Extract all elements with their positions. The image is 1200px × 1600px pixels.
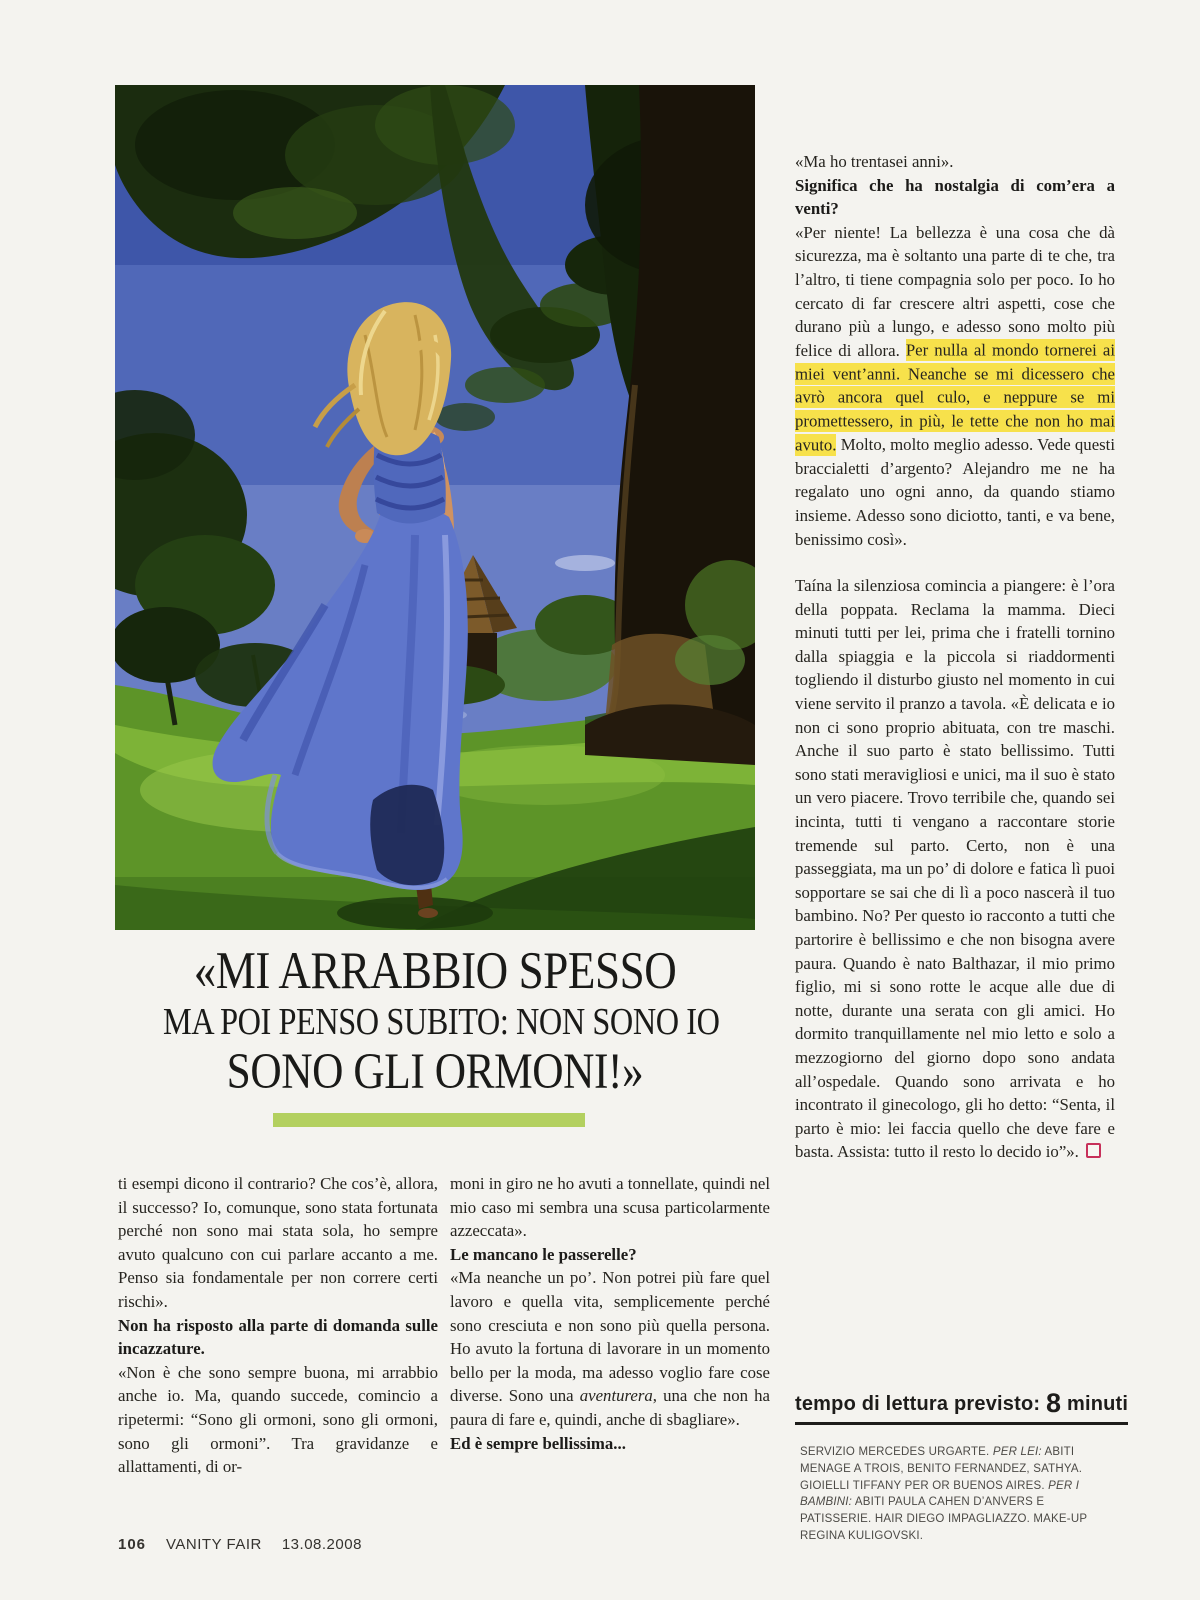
text-segment: PER LEI: — [992, 1446, 1042, 1458]
reading-time — [795, 1388, 1129, 1425]
article-paragraph — [118, 1361, 438, 1479]
article-paragraph — [795, 150, 1115, 174]
interview-question — [795, 174, 1115, 221]
text-segment: «Ma ho trentasei anni». — [795, 152, 954, 171]
text-segment: ti esempi dicono il contrario? Che cos’è, allora, il successo? Io, comunque, sono stata fortunata perché non sono mai stata sola, ho sempre avuto qualcuno con cui parlare accanto a me. Penso sia fondamentale per non correre certi rischi». — [118, 1174, 438, 1311]
article-column-right — [795, 150, 1115, 1164]
article-paragraph — [795, 574, 1115, 1164]
article-paragraph — [450, 1172, 770, 1243]
text-segment: Non ha risposto alla parte di domanda sulle incazzature. — [118, 1315, 438, 1359]
cloud — [555, 555, 615, 571]
article-paragraph — [450, 1266, 770, 1431]
text-segment: aventurera — [579, 1386, 653, 1406]
reading-time-label: tempo di lettura previsto: — [795, 1393, 1041, 1415]
text-segment: ABITI MENAGE A TROIS, BENITO FERNANDEZ, SATHYA. GIOIELLI TIFFANY PER OR BUENOS AIRES. — [800, 1446, 1083, 1492]
pull-quote — [115, 942, 755, 1101]
article-paragraph — [118, 1172, 438, 1314]
accent-bar — [273, 1113, 585, 1127]
text-segment: «Ma neanche un po’. Non potrei più fare quel lavoro e quella vita, semplicemente perché sono cresciuta e non sono più quella persona. Ho avuto la fortuna di lavorare in un momento bello per la moda, ma adesso voglio fare cose diverse. Sono una — [450, 1268, 770, 1406]
highlighted-text: Per nulla al mondo tornerei ai miei vent’anni. Neanche se mi dicessero che avrò ancora quel culo, e neppure se mi promettessero, in più, le tette che non ho mai avuto. — [795, 340, 1115, 455]
reading-time-text — [795, 1388, 1128, 1425]
text-segment: «Per niente! La bellezza è una cosa che dà sicurezza, ma è soltanto una parte di te che, tra l’altro, ti tiene compagnia solo per poco. Io ho cercato di far crescere altri aspetti, cose che durano più a lungo, e adesso sono molto più felice di allora. — [795, 222, 1115, 360]
end-of-article-mark — [1086, 1143, 1101, 1158]
text-segment: ABITI PAULA CAHEN D’ANVERS E PATISSERIE. HAIR DIEGO IMPAGLIAZZO. MAKE-UP REGINA KULIGOVSKI. — [800, 1496, 1087, 1542]
text-segment: moni in giro ne ho avuti a tonnellate, quindi nel mio caso mi sembra una scusa particolarmente azzeccata». — [450, 1174, 770, 1241]
magazine-name: VANITY FAIR — [166, 1536, 262, 1553]
reading-time-unit: minuti — [1066, 1393, 1129, 1415]
credits — [800, 1444, 1114, 1545]
model-shadow — [337, 897, 493, 929]
pull-quote-line-2: MA POI PENSO SUBITO: NON SONO IO — [163, 1001, 720, 1043]
article-paragraph — [795, 221, 1115, 551]
article-column-middle — [450, 1172, 770, 1455]
page-number: 106 — [118, 1536, 147, 1553]
text-segment: , una che non ha paura di fare e, quindi, anche di sbagliare». — [450, 1386, 770, 1429]
fashion-photo — [115, 85, 755, 930]
pull-quote-line-1: «MI ARRABBIO SPESSO — [193, 942, 677, 1000]
pull-quote-line-3: SONO GLI ORMONI!» — [226, 1044, 644, 1100]
page-footer — [118, 1536, 362, 1553]
text-segment: Le mancano le passerelle? — [450, 1244, 637, 1264]
interview-question — [118, 1314, 438, 1361]
article-column-left — [118, 1172, 438, 1479]
issue-date: 13.08.2008 — [281, 1536, 362, 1553]
text-segment: «Non è che sono sempre buona, mi arrabbio anche io. Ma, quando succede, comincio a ripetermi: “Sono gli ormoni, sono gli ormoni, sono gli ormoni”. Tra gravidanze e allattamenti, di or- — [118, 1362, 438, 1477]
text-segment: Significa che ha nostalgia di com’era a venti? — [795, 175, 1115, 219]
interview-question — [450, 1243, 770, 1267]
text-segment: PER I BAMBINI: — [800, 1479, 1080, 1509]
text-segment: Ed è sempre bellissima... — [450, 1433, 626, 1453]
text-segment: Molto, molto meglio adesso. Vede questi braccialetti d’argento? Alejandro me ne ha regalato uno ogni anno, da quando stiamo insieme. Adesso sono diciotto, tanti, e va bene, benissimo così». — [795, 435, 1115, 549]
gown-inner-fold — [370, 785, 444, 885]
text-segment: SERVIZIO MERCEDES URGARTE. — [800, 1446, 993, 1458]
reading-time-value: 8 — [1046, 1388, 1062, 1418]
fashion-photo-illustration — [115, 85, 755, 930]
text-segment: Taína la silenziosa comincia a piangere: è l’ora della poppata. Reclama la mamma. Dieci minuti tutti per lei, prima che i fratelli tornino dalla spiaggia e la piccola si riaddormenti togliendo il disturbo giusto nel momento in cui viene servito il pranzo a tavola. «È delicata e io non ci sono proprio abituata, con tre maschi. Anche il suo parto è stato bellissimo. Tutti sono stati meravigliosi e unici, ma il suo è stato un vero piacere. Trovo terribile che, quando sei incinta, tutti ti vengano a raccontare storie tremende sul parto. Certo, non è una passeggiata, ma un po’ di dolore e fatica lì puoi sopportare se sai che di lì a poco nascerà il tuo bambino. No? Per questo io racconto a tutti che partorire è bellissimo e che non bisogna avere paura. Quando è nato Balthazar, il mio primo figlio, mi si sono rotte le acque alle due di notte, durante una serata con gli amici. Ho dormito tranquillamente nel mio letto e solo a mezzogiorno del giorno dopo sono andata all’ospedale. Quando sono arrivata e ho incontrato il ginecologo, gli ho detto: “Senta, il parto è mio: lei faccia quello che deve fare e basta. Assista: tutto il resto lo decido io”». — [795, 576, 1115, 1162]
interview-question — [450, 1432, 770, 1456]
